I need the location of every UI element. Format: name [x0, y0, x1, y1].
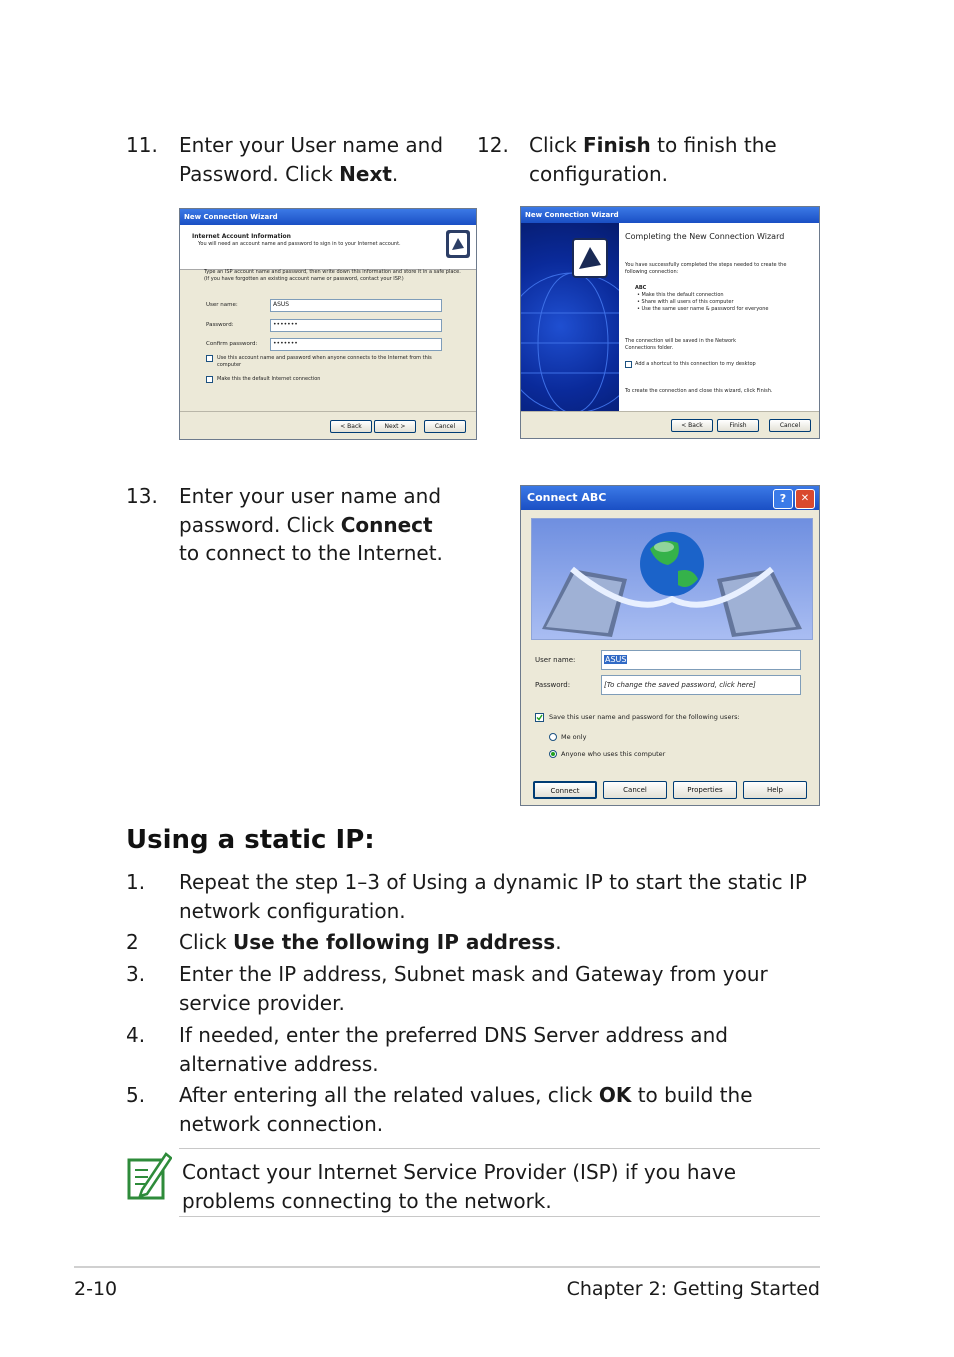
- step-number: 11.: [126, 133, 158, 157]
- globe-laptops-icon: [532, 519, 812, 639]
- step-text-bold: Connect: [340, 512, 433, 537]
- finish-heading: Completing the New Connection Wizard: [625, 232, 785, 241]
- password-label: Password:: [535, 681, 571, 689]
- section-heading: Using a static IP:: [126, 825, 375, 855]
- password-field[interactable]: [To change the saved password, click here]: [601, 675, 801, 695]
- default-connection-label: Make this the default Internet connection: [217, 376, 321, 382]
- step-text-bold: Use the following IP address: [233, 930, 556, 954]
- step-number: 4.: [126, 1023, 146, 1047]
- step-text: [179, 960, 819, 1017]
- anyone-radio[interactable]: [549, 750, 557, 758]
- help-button[interactable]: Help: [743, 781, 807, 799]
- wizard-intro: Type an ISP account name and password, then write down this information and store it in a safe place. (If you have forgotten an existing account name or password, contact your ISP.): [204, 269, 461, 282]
- step-number: 13.: [126, 484, 158, 508]
- save-credentials-label: Save this user name and password for the following users:: [549, 713, 740, 721]
- close-title-button[interactable]: ✕: [795, 489, 815, 509]
- step-text: [179, 482, 449, 568]
- step-text-pre: Enter your user name and password. Click: [179, 484, 442, 537]
- step-text: [179, 1021, 819, 1078]
- divider: [180, 411, 476, 412]
- finish-bullet-text: Share with all users of this computer: [641, 299, 734, 305]
- step-text: [529, 131, 789, 188]
- radio-dot: [551, 752, 555, 756]
- page-number: 2-10: [74, 1278, 118, 1300]
- next-button[interactable]: Next >: [374, 420, 416, 433]
- default-connection-checkbox[interactable]: [206, 376, 213, 383]
- note-text: Contact your Internet Service Provider (ISP) if you have problems connecting to the network.: [182, 1160, 736, 1213]
- window-title: New Connection Wizard: [180, 209, 476, 225]
- cancel-button[interactable]: Cancel: [769, 419, 811, 432]
- properties-button[interactable]: Properties: [673, 781, 737, 799]
- share-account-checkbox[interactable]: [206, 355, 213, 362]
- confirm-password-field[interactable]: •••••••: [270, 338, 442, 351]
- finish-button[interactable]: Finish: [717, 419, 759, 432]
- step-text-bold: OK: [598, 1083, 632, 1107]
- password-label: Password:: [206, 322, 234, 328]
- window-title: Connect ABC: [521, 486, 819, 510]
- step-text-bold: Next: [339, 161, 392, 186]
- user-name-field[interactable]: [601, 650, 801, 670]
- step-text-post: .: [555, 930, 562, 954]
- finish-bullet: • Share with all users of this computer: [637, 299, 734, 305]
- chapter-title: Chapter 2: Getting Started: [566, 1278, 820, 1300]
- back-button[interactable]: < Back: [671, 419, 713, 432]
- step-text: [179, 868, 819, 925]
- window-title: New Connection Wizard: [521, 207, 819, 223]
- note-bottom-rule: [179, 1216, 820, 1217]
- me-only-radio[interactable]: [549, 733, 557, 741]
- step-text-pre: Enter the IP address, Subnet mask and Gateway from your service provider.: [179, 962, 768, 1015]
- help-title-button[interactable]: ?: [773, 489, 793, 509]
- cancel-button[interactable]: Cancel: [603, 781, 667, 799]
- wizard-subheading: You will need an account name and password to sign in to your Internet account.: [198, 241, 401, 247]
- step-number: 2: [126, 930, 139, 954]
- account-wizard-screenshot: [179, 208, 477, 440]
- connection-icon: [446, 230, 470, 258]
- step-number: 3.: [126, 962, 146, 986]
- cancel-button[interactable]: Cancel: [424, 420, 466, 433]
- step-text-pre: If needed, enter the preferred DNS Server address and alternative address.: [179, 1023, 728, 1076]
- step-text-post: .: [391, 161, 399, 186]
- step-text: [179, 1081, 819, 1138]
- globe-lines-icon: [521, 223, 619, 411]
- wizard-heading: Internet Account Information: [192, 233, 291, 240]
- step-text: [179, 928, 819, 957]
- desktop-shortcut-label: Add a shortcut to this connection to my desktop: [635, 361, 756, 367]
- finish-note: To create the connection and close this wizard, click Finish.: [625, 388, 773, 394]
- check-icon: [536, 714, 543, 721]
- user-name-label: User name:: [535, 656, 576, 664]
- finish-bullet: • Use the same user name & password for everyone: [637, 306, 769, 312]
- step-text-bold: Finish: [583, 133, 651, 157]
- step-text-post: to build the network connection.: [179, 1083, 753, 1136]
- step-text-post: to connect to the Internet.: [179, 541, 443, 565]
- step-text-pre: Click: [529, 133, 584, 157]
- finish-bullet: • Make this the default connection: [637, 292, 724, 298]
- desktop-shortcut-checkbox[interactable]: [625, 361, 632, 368]
- footer-rule: [74, 1266, 820, 1268]
- share-account-label: Use this account name and password when anyone connects to the Internet from this computer: [217, 355, 432, 368]
- wizard-icon: [446, 230, 470, 258]
- connection-name: ABC: [635, 285, 647, 291]
- finish-intro: You have successfully completed the steps needed to create the following connection:: [625, 262, 787, 275]
- step-number: 5.: [126, 1083, 146, 1107]
- user-name-label: User name:: [206, 302, 238, 308]
- me-only-label: Me only: [561, 733, 587, 741]
- step-text: [179, 131, 449, 188]
- confirm-password-label: Confirm password:: [206, 341, 258, 347]
- step-text-pre: Repeat the step 1–3 of Using a dynamic IP to start the static IP network configuration.: [179, 870, 807, 923]
- connect-button[interactable]: Connect: [533, 781, 597, 799]
- wizard-header: [180, 225, 476, 270]
- finish-wizard-screenshot: [520, 206, 820, 439]
- finish-bullet-text: Use the same user name & password for everyone: [641, 306, 769, 312]
- note-top-rule: [179, 1148, 820, 1149]
- step-number: 12.: [477, 133, 509, 157]
- step-text-pre: Enter your User name and Password. Click: [179, 133, 444, 186]
- step-text-pre: Click: [179, 930, 234, 954]
- finish-bullet-text: Make this the default connection: [641, 292, 724, 298]
- save-credentials-checkbox[interactable]: [535, 713, 544, 722]
- anyone-label: Anyone who uses this computer: [561, 750, 666, 758]
- step-number: 1.: [126, 870, 146, 894]
- password-field[interactable]: •••••••: [270, 319, 442, 332]
- user-name-field[interactable]: ASUS: [270, 299, 442, 312]
- wizard-side-panel: [521, 223, 619, 411]
- saved-note: The connection will be saved in the Network Connections folder.: [625, 338, 736, 351]
- connect-dialog-screenshot: [520, 485, 820, 806]
- connection-banner: [531, 518, 813, 640]
- note-pencil-icon: [126, 1150, 172, 1202]
- step-text-post: to finish the configuration.: [529, 133, 777, 186]
- user-name-selected-text: ASUS: [605, 655, 627, 664]
- back-button[interactable]: < Back: [330, 420, 372, 433]
- step-text-pre: After entering all the related values, click: [179, 1083, 599, 1107]
